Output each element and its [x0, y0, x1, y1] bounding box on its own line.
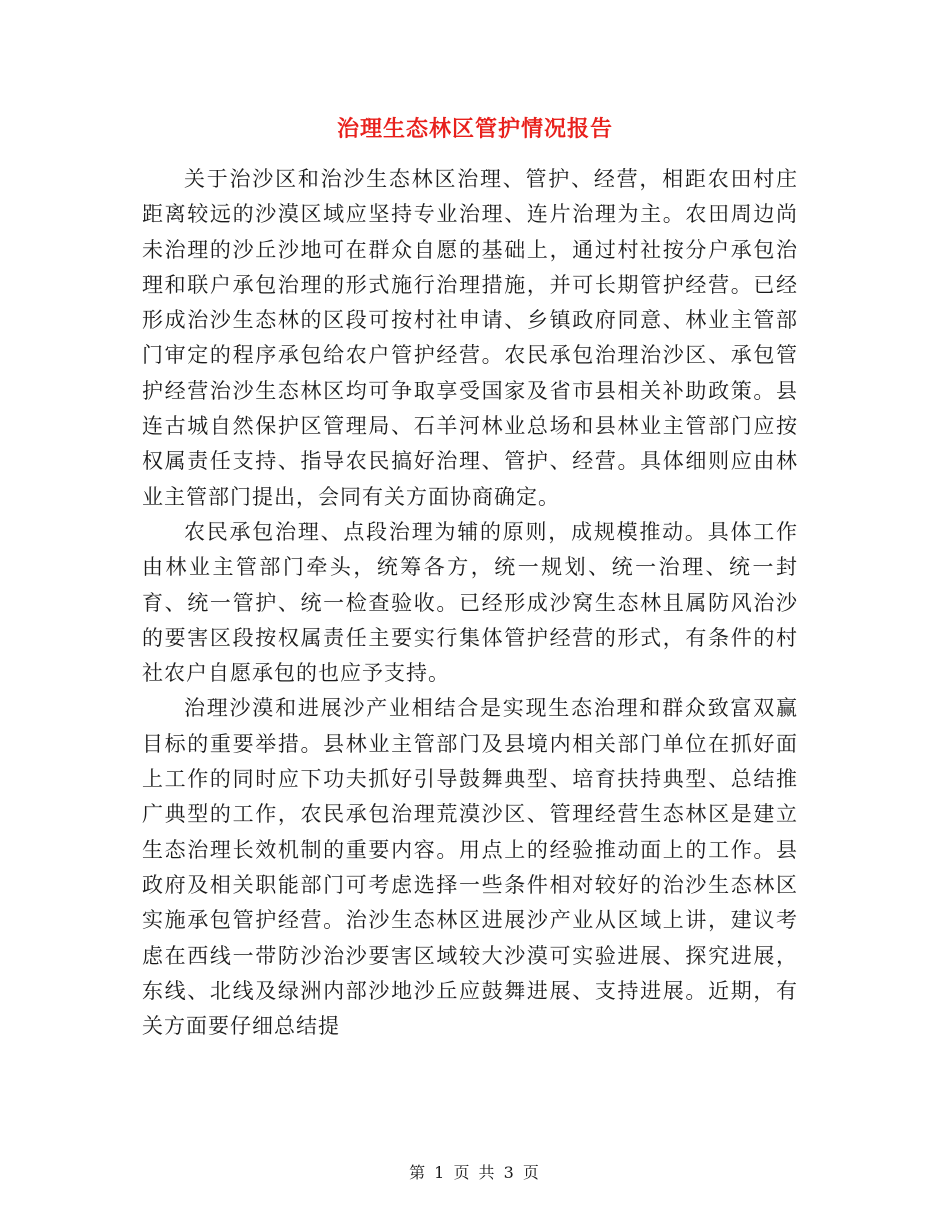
document-body [142, 162, 798, 1044]
paragraph-2: 农民承包治理、点段治理为辅的原则，成规模推动。具体工作由林业主管部门牵头，统筹各方，统一规划、统一治理、统一封育、统一管护、统一检查验收。已经形成沙窝生态林且属防风治沙的要害区段按权属责任主要实行集体管护经营的形式，有条件的村社农户自愿承包的也应予支持。 [142, 519, 798, 686]
document-title: 治理生态林区管护情况报告 [336, 116, 613, 142]
paragraph-3: 治理沙漠和进展沙产业相结合是实现生态治理和群众致富双赢目标的重要举措。县林业主管部门及县境内相关部门单位在抓好面上工作的同时应下功夫抓好引导鼓舞典型、培育扶持典型、总结推广典型的工作，农民承包治理荒漠沙区、管理经营生态林区是建立生态治理长效机制的重要内容。用点上的经验推动面上的工作。县政府及相关职能部门可考虑选择一些条件相对较好的治沙生态林区实施承包管护经营。治沙生态林区进展沙产业从区域上讲，建议考虑在西线一带防沙治沙要害区域较大沙漠可实验进展、探究进展，东线、北线及绿洲内部沙地沙丘应鼓舞进展、支持进展。近期，有关方面要仔细总结提 [142, 696, 798, 1039]
paragraph-1: 关于治沙区和治沙生态林区治理、管护、经营，相距农田村庄距离较远的沙漠区域应坚持专业治理、连片治理为主。农田周边尚未治理的沙丘沙地可在群众自愿的基础上，通过村社按分户承包治理和联户承包治理的形式施行治理措施，并可长期管护经营。已经形成治沙生态林的区段可按村社申请、乡镇政府同意、林业主管部门审定的程序承包给农户管护经营。农民承包治理治沙区、承包管护经营治沙生态林区均可争取享受国家及省市县相关补助政策。县连古城自然保护区管理局、石羊河林业总场和县林业主管部门应按权属责任支持、指导农民搞好治理、管护、经营。具体细则应由林业主管部门提出，会同有关方面协商确定。 [142, 167, 798, 509]
page-number-footer: 第 1 页 共 3 页 [409, 1163, 541, 1182]
